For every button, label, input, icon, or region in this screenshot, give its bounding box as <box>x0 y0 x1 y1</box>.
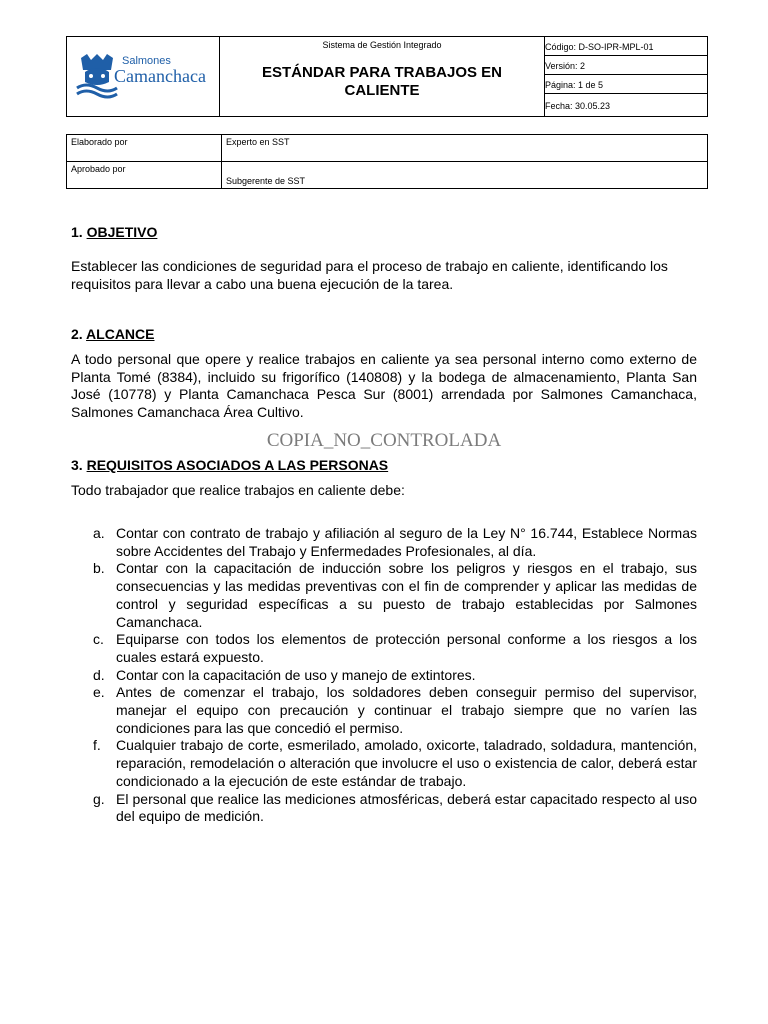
section-title: ALCANCE <box>86 326 155 342</box>
document-title-line1: ESTÁNDAR PARA TRABAJOS EN <box>261 64 502 81</box>
approval-table <box>66 134 708 189</box>
crest-icon <box>75 52 119 100</box>
logo-cell <box>67 37 220 117</box>
list-marker: d. <box>93 666 105 683</box>
section-number: 3. <box>71 457 87 473</box>
logo-text-salmones: Salmones <box>122 54 171 67</box>
section-requisitos-heading <box>71 457 697 475</box>
list-item <box>71 667 697 685</box>
document-title <box>220 64 544 100</box>
document-title-line2: CALIENTE <box>344 82 420 99</box>
list-item <box>71 737 697 790</box>
document-version-text: Versión: 2 <box>545 61 586 71</box>
document-date <box>545 94 708 117</box>
list-item <box>71 791 697 826</box>
logo-text-camanchaca: Camanchaca <box>114 65 206 86</box>
watermark: COPIA_NO_CONTROLADA <box>266 430 502 451</box>
list-item-text: Contar con contrato de trabajo y afiliación al seguro de la Ley N° 16.744, Establece Normas sobre Accidentes del Trabajo y Enfermedades Profesionales, al día. <box>116 525 697 559</box>
document-header <box>66 36 708 117</box>
title-cell <box>220 37 545 117</box>
requirements-list <box>71 525 697 826</box>
list-item-text: Contar con la capacitación de uso y manejo de extintores. <box>116 666 476 683</box>
list-item-text: El personal que realice las mediciones atmosféricas, deberá estar capacitado respecto al uso del equipo de medición. <box>116 790 697 825</box>
system-name: Sistema de Gestión Integrado <box>322 40 442 50</box>
list-marker: a. <box>93 525 105 541</box>
section-objetivo-text: Establecer las condiciones de seguridad para el proceso de trabajo en caliente, identificando los requisitos para llevar a cabo una buena ejecución de la tarea. <box>71 258 668 292</box>
list-marker: b. <box>93 560 105 577</box>
list-marker: f. <box>93 737 101 754</box>
document-date-text: Fecha: 30.05.23 <box>545 101 611 111</box>
section-alcance-heading <box>71 326 697 344</box>
section-number: 2. <box>71 326 87 342</box>
section-number: 1. <box>71 224 87 240</box>
list-marker: e. <box>93 684 105 701</box>
approved-by-value: Subgerente de SST <box>222 162 708 189</box>
document-code-text: Código: D-SO-IPR-MPL-01 <box>545 42 654 52</box>
list-item-text: Cualquier trabajo de corte, esmerilado, amolado, oxicorte, taladrado, soldadura, mantención, reparación, remodelación o alteración que involucre el uso o existencia de calor, deberá estar condicionado a la ejecución de este estándar de trabajo. <box>116 737 697 789</box>
list-item <box>71 525 697 560</box>
list-item-text: Equiparse con todos los elementos de protección personal conforme a los riesgos a los cuales estará expuesto. <box>116 631 697 665</box>
list-item <box>71 631 697 666</box>
prepared-by-value: Experto en SST <box>222 135 708 162</box>
list-item <box>71 560 697 631</box>
page-number <box>545 75 708 94</box>
section-objetivo-heading <box>71 224 697 242</box>
document-version <box>545 56 708 75</box>
list-item-text: Contar con la capacitación de inducción sobre los peligros y riesgos en el trabajo, sus consecuencias y las medidas preventivas con el fin de comprender y aplicar las medidas de control y seguridad específicas a su puesto de trabajo establecidas por Salmones Camanchaca. <box>116 560 697 630</box>
approved-by-label: Aprobado por <box>67 162 222 189</box>
list-marker: g. <box>93 790 105 807</box>
section-alcance-text: A todo personal que opere y realice trabajos en caliente ya sea personal interno como externo de Planta Tomé (8384), incluido su frigorífico (140808) y la bodega de almacenamiento, Planta San José (10778) y Planta Camanchaca Pesca Sur (8001) arrendada por Salmones Camanchaca, Salmones Camanchaca Área Cultivo. <box>71 351 697 420</box>
section-title: REQUISITOS ASOCIADOS A LAS PERSONAS <box>86 457 389 473</box>
company-logo <box>67 38 219 116</box>
page-number-text: Página: 1 de 5 <box>545 80 604 90</box>
document-code <box>545 37 708 56</box>
list-marker: c. <box>93 631 104 648</box>
prepared-by-label: Elaborado por <box>67 135 222 162</box>
section-requisitos-intro: Todo trabajador que realice trabajos en caliente debe: <box>71 482 405 498</box>
list-item-text: Antes de comenzar el trabajo, los soldadores deben conseguir permiso del supervisor, manejar el equipo con precaución y continuar el trabajo siempre que no varíen las condiciones para las que concedió el permiso. <box>116 684 697 736</box>
list-item <box>71 684 697 737</box>
section-title: OBJETIVO <box>86 224 158 240</box>
